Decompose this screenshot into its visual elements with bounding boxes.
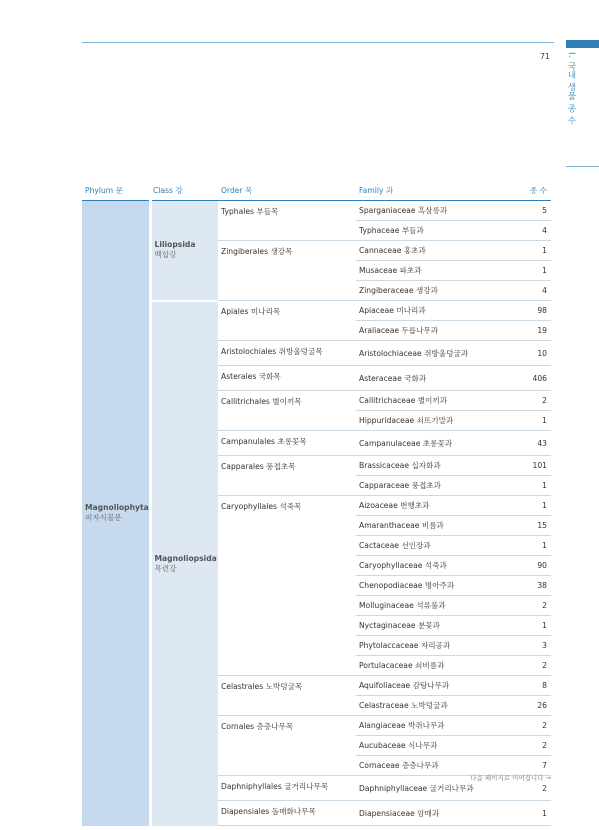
family-cell: Capparaceae 풍접초과 [356,476,518,496]
taxonomy-table [82,180,551,826]
family-cell: Cannaceae 홍초과 [356,241,518,261]
class-latin: Magnoliopsida [154,553,217,563]
order-cell: Apiales 미나리목 [218,301,356,341]
count-cell: 5 [518,201,551,221]
table-row [82,301,551,321]
order-cell: Typhales 부들목 [218,201,356,241]
count-cell: 3 [518,636,551,656]
count-cell: 26 [518,696,551,716]
order-cell: Aristolochiales 쥐방울덩굴목 [218,341,356,366]
family-cell: Amaranthaceae 비름과 [356,516,518,536]
count-cell: 8 [518,676,551,696]
continue-note: 다음 페이지로 이어집니다 → [470,774,551,782]
class-korean: 목련강 [154,563,177,573]
count-cell: 1 [518,496,551,516]
count-cell: 43 [518,431,551,456]
count-cell: 1 [518,241,551,261]
count-cell: 2 [518,716,551,736]
order-cell: Caryophyllales 석죽목 [218,496,356,676]
count-cell: 38 [518,576,551,596]
phylum-korean: 피자식물문 [85,513,122,523]
family-cell: Aucubaceae 식나무과 [356,736,518,756]
count-cell: 406 [518,366,551,391]
count-cell: 1 [518,476,551,496]
order-cell: Campanulales 초롱꽃목 [218,431,356,456]
class-cell [150,201,218,301]
count-cell: 10 [518,341,551,366]
count-cell: 4 [518,221,551,241]
chapter-label: I. 국내 생물 종 수 [566,52,576,126]
order-cell: Capparales 풍접초목 [218,456,356,496]
table-row [82,201,551,221]
family-cell: Aquifoliaceae 감탕나무과 [356,676,518,696]
order-cell: Asterales 국화목 [218,366,356,391]
count-cell: 1 [518,536,551,556]
count-cell: 1 [518,616,551,636]
count-cell: 2 [518,596,551,616]
count-cell: 1 [518,261,551,281]
chapter-tab [566,40,599,48]
family-cell: Phytolaccaceae 자리공과 [356,636,518,656]
family-cell: Cornaceae 층층나무과 [356,756,518,776]
order-cell: Cornales 층층나무목 [218,716,356,776]
family-cell: Daphniphyllaceae 굴거리나무과 [356,776,518,801]
order-cell: Daphniphyllales 굴거리나무목 [218,776,356,801]
order-cell: Diapensiales 돌매화나무목 [218,801,356,826]
top-rule [82,42,554,43]
page-number: 71 [539,52,550,61]
count-cell: 101 [518,456,551,476]
count-cell: 2 [518,656,551,676]
table-header-row [82,180,551,201]
phylum-cell [82,201,150,826]
family-cell: Typhaceae 부들과 [356,221,518,241]
count-cell: 2 [518,391,551,411]
family-cell: Celastraceae 노박덩굴과 [356,696,518,716]
family-cell: Caryophyllaceae 석죽과 [356,556,518,576]
family-cell: Alangiaceae 박쥐나무과 [356,716,518,736]
family-cell: Araliaceae 두릅나무과 [356,321,518,341]
family-cell: Callitrichaceae 별이끼과 [356,391,518,411]
count-cell: 15 [518,516,551,536]
phylum-latin: Magnoliophyta [85,503,149,513]
family-cell: Portulacaceae 쇠비름과 [356,656,518,676]
family-cell: Nyctaginaceae 분꽃과 [356,616,518,636]
family-cell: Chenopodiaceae 명아주과 [356,576,518,596]
header-class: Class 강 [150,180,218,201]
family-cell: Diapensiaceae 암매과 [356,801,518,826]
count-cell: 7 [518,756,551,776]
class-latin: Liliopsida [154,240,196,250]
count-cell: 1 [518,801,551,826]
class-korean: 백합강 [154,250,177,260]
class-cell [150,301,218,826]
family-cell: Apiaceae 미나리과 [356,301,518,321]
order-cell: Callitrichales 별이끼목 [218,391,356,431]
count-cell: 19 [518,321,551,341]
family-cell: Sparganiaceae 흑삼릉과 [356,201,518,221]
family-cell: Musaceae 파초과 [356,261,518,281]
count-cell: 90 [518,556,551,576]
family-cell: Aristolochiaceae 쥐방울덩굴과 [356,341,518,366]
family-cell: Zingiberaceae 생강과 [356,281,518,301]
order-cell: Celastrales 노박덩굴목 [218,676,356,716]
header-phylum: Phylum 문 [82,180,150,201]
count-cell: 98 [518,301,551,321]
side-rule [566,166,599,167]
count-cell: 1 [518,411,551,431]
count-cell: 2 [518,736,551,756]
header-order: Order 목 [218,180,356,201]
count-cell: 2 [518,776,551,801]
family-cell: Molluginaceae 석류풀과 [356,596,518,616]
family-cell: Aizoaceae 번행초과 [356,496,518,516]
count-cell: 4 [518,281,551,301]
family-cell: Hippuridaceae 쇠뜨기말과 [356,411,518,431]
header-family: Family 과 [356,180,518,201]
family-cell: Brassicaceae 십자화과 [356,456,518,476]
header-count: 종 수 [518,180,551,201]
family-cell: Cactaceae 선인장과 [356,536,518,556]
family-cell: Campanulaceae 초롱꽃과 [356,431,518,456]
family-cell: Asteraceae 국화과 [356,366,518,391]
order-cell: Zingiberales 생강목 [218,241,356,301]
